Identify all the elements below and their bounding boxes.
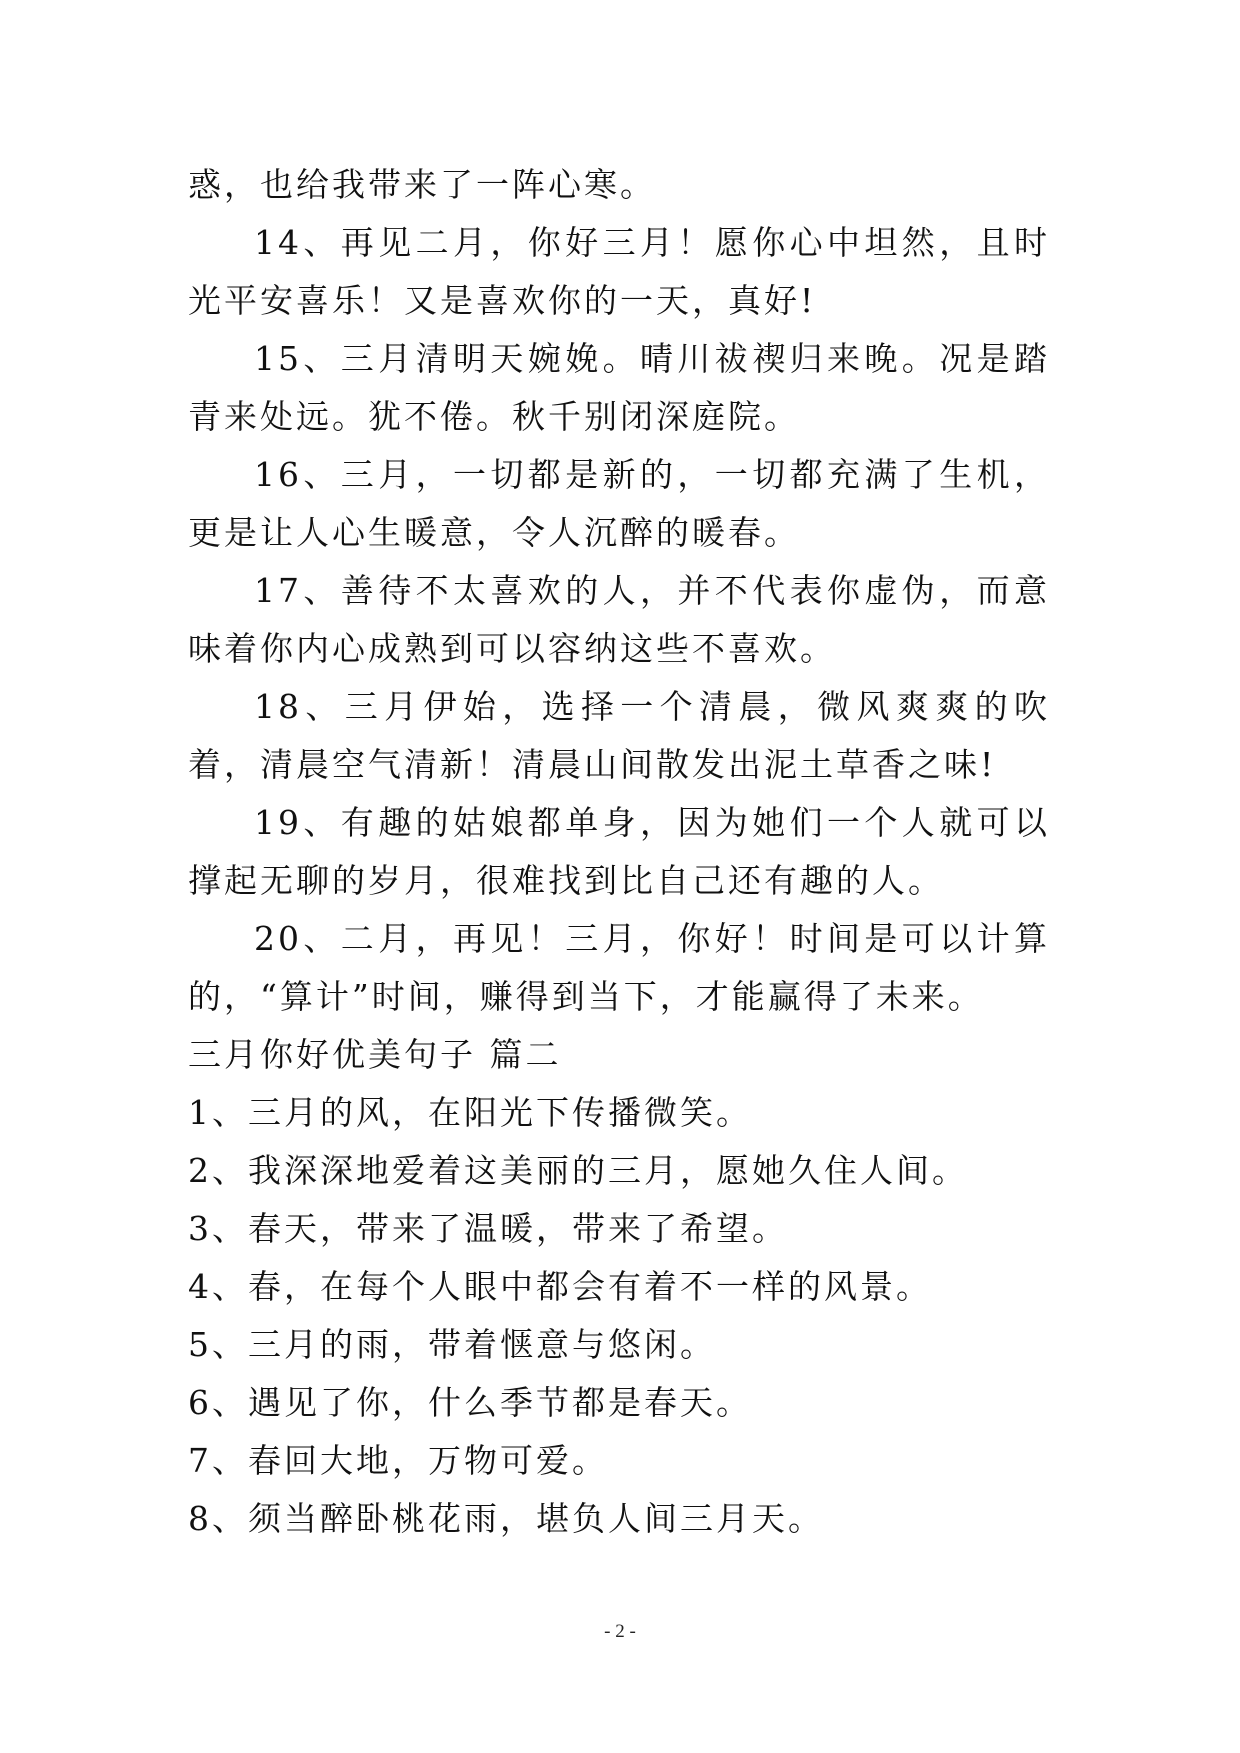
list-item-4: 4、春，在每个人眼中都会有着不一样的风景。 [188,1267,932,1306]
continuation-paragraph: 惑，也给我带来了一阵心寒。 [188,165,656,204]
list-item-8: 8、须当醉卧桃花雨，堪负人间三月天。 [188,1499,824,1538]
list-item-19: 19、有趣的姑娘都单身，因为她们一个人就可以撑起无聊的岁月，很难找到比自己还有趣的人。 [188,803,1050,900]
list-item-6: 6、遇见了你，什么季节都是春天。 [188,1383,752,1422]
document-body [188,156,1050,1548]
list-item-7: 7、春回大地，万物可爱。 [188,1441,608,1480]
list-item-14: 14、再见二月，你好三月！愿你心中坦然，且时光平安喜乐！又是喜欢你的一天，真好! [188,223,1050,320]
section-heading: 三月你好优美句子 篇二 [188,1035,562,1074]
page-number: - 2 - [604,1621,636,1642]
list-item-1: 1、三月的风，在阳光下传播微笑。 [188,1093,752,1132]
list-item-2: 2、我深深地爱着这美丽的三月，愿她久住人间。 [188,1151,968,1190]
list-item-18: 18、三月伊始，选择一个清晨，微风爽爽的吹着，清晨空气清新！清晨山间散发出泥土草香之味! [188,687,1050,784]
list-item-15: 15、三月清明天婉娩。晴川祓禊归来晚。况是踏青来处远。犹不倦。秋千别闭深庭院。 [188,339,1050,436]
list-item-20: 20、二月，再见！三月，你好！时间是可以计算的，“算计”时间，赚得到当下，才能赢得了未来。 [188,919,1050,1016]
list-item-3: 3、春天，带来了温暖，带来了希望。 [188,1209,788,1248]
list-item-16: 16、三月，一切都是新的，一切都充满了生机，更是让人心生暖意，令人沉醉的暖春。 [188,455,1050,552]
list-item-5: 5、三月的雨，带着惬意与悠闲。 [188,1325,716,1364]
list-item-17: 17、善待不太喜欢的人，并不代表你虚伪，而意味着你内心成熟到可以容纳这些不喜欢。 [188,571,1050,668]
